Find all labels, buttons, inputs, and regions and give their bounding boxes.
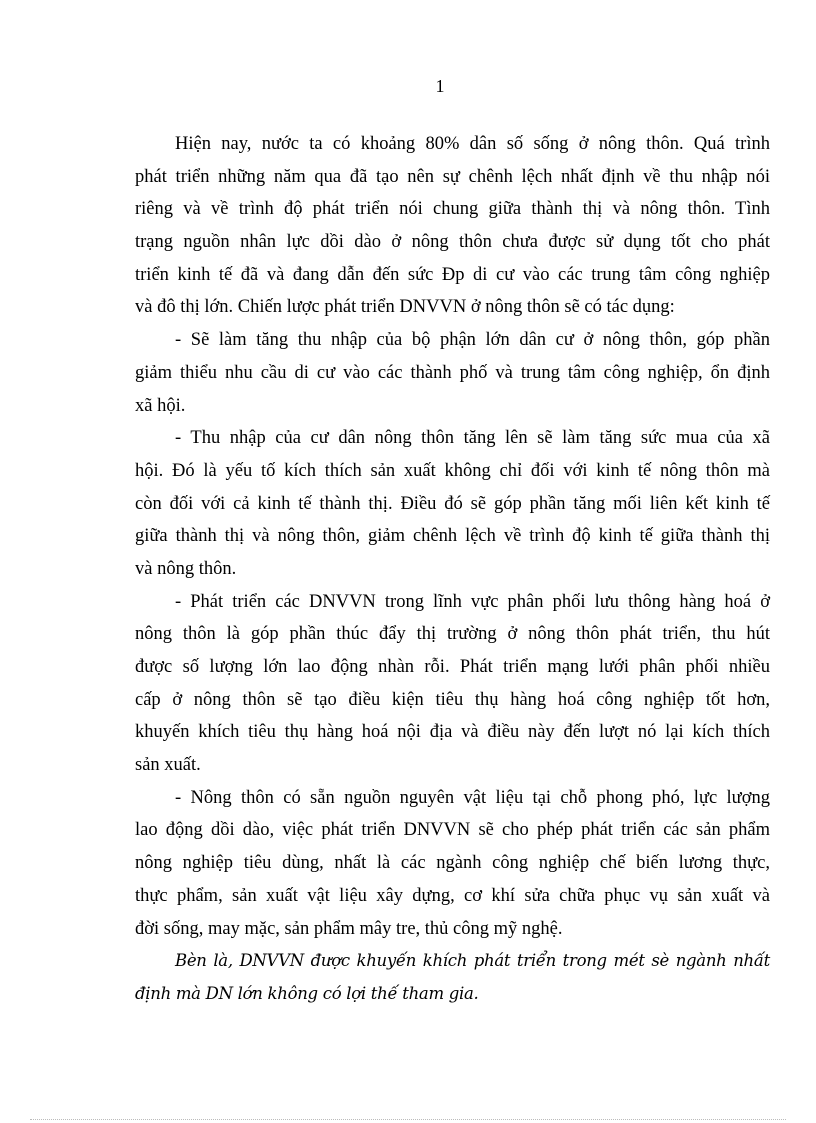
text-line: trạng nguồn nhân lực dồi dào ở nông thôn chưa được sử dụng tốt cho phát bbox=[135, 232, 770, 253]
text-line: lao động dồi dào, việc phát triển DNVVN sẽ cho phép phát triển các sản phẩm bbox=[135, 820, 770, 841]
text-line: khuyến khích tiêu thụ hàng hoá nội địa và điều này đến lượt nó lại kích thích bbox=[135, 722, 770, 743]
text-line: nông nghiệp tiêu dùng, nhất là các ngành công nghiệp chế biến lương thực, bbox=[135, 853, 770, 874]
text-line: định mà DN lớn không có lợi thế tham gia. bbox=[135, 983, 479, 1003]
text-line: Bèn là, DNVVN được khuyến khích phát triển trong mét sè ngành nhất bbox=[175, 951, 770, 971]
text-line: Hiện nay, nước ta có khoảng 80% dân số sống ở nông thôn. Quá trình bbox=[175, 134, 770, 154]
text-line: giảm thiểu nhu cầu di cư vào các thành phố và trung tâm công nghiệp, ổn định bbox=[135, 362, 770, 383]
paragraph bbox=[135, 128, 770, 324]
text-line: cấp ở nông thôn sẽ tạo điều kiện tiêu thụ hàng hoá công nghiệp tốt hơn, bbox=[135, 689, 770, 710]
page-bottom-divider bbox=[30, 1119, 786, 1120]
text-line: và nông thôn. bbox=[135, 558, 237, 579]
document-body bbox=[135, 128, 770, 1011]
text-line: và đô thị lớn. Chiến lược phát triển DNVVN ở nông thôn sẽ có tác dụng: bbox=[135, 297, 675, 318]
text-line: - Nông thôn có sẵn nguồn nguyên vật liệu tại chỗ phong phó, lực lượng bbox=[175, 787, 770, 808]
text-line: xã hội. bbox=[135, 395, 186, 416]
paragraph bbox=[135, 422, 770, 585]
paragraph bbox=[135, 945, 770, 1010]
text-line: - Phát triển các DNVVN trong lĩnh vực phân phối lưu thông hàng hoá ở bbox=[175, 591, 770, 612]
paragraph bbox=[135, 782, 770, 945]
text-line: nông thôn là góp phần thúc đẩy thị trường ở nông thôn phát triển, thu hút bbox=[135, 624, 770, 645]
text-line: sản xuất. bbox=[135, 755, 201, 776]
text-line: phát triển những năm qua đã tạo nên sự chênh lệch nhất định về thu nhập nói bbox=[135, 166, 770, 187]
text-line: đời sống, may mặc, sản phẩm mây tre, thủ công mỹ nghệ. bbox=[135, 918, 563, 939]
page-number: 1 bbox=[435, 76, 445, 96]
text-line: giữa thành thị và nông thôn, giảm chênh lệch về trình độ kinh tế giữa thành thị bbox=[135, 526, 770, 547]
text-line: riêng và về trình độ phát triển nói chung giữa thành thị và nông thôn. Tình bbox=[135, 199, 770, 220]
text-line: được số lượng lớn lao động nhàn rỗi. Phát triển mạng lưới phân phối nhiều bbox=[135, 657, 770, 677]
text-line: còn đối với cả kinh tế thành thị. Điều đó sẽ góp phần tăng mối liên kết kinh tế bbox=[135, 493, 770, 514]
text-line: - Thu nhập của cư dân nông thôn tăng lên sẽ làm tăng sức mua của xã bbox=[175, 428, 770, 449]
paragraph bbox=[135, 586, 770, 782]
text-line: - Sẽ làm tăng thu nhập của bộ phận lớn dân cư ở nông thôn, góp phần bbox=[175, 330, 770, 351]
text-line: hội. Đó là yếu tố kích thích sản xuất không chỉ đối với kinh tế nông thôn mà bbox=[135, 460, 770, 481]
text-line: triển kinh tế đã và đang dẫn đến sức Ðp di cư vào các trung tâm công nghiệp bbox=[135, 264, 770, 285]
paragraph bbox=[135, 324, 770, 422]
text-line: thực phẩm, sản xuất vật liệu xây dựng, cơ khí sửa chữa phục vụ sản xuất và bbox=[135, 885, 770, 906]
